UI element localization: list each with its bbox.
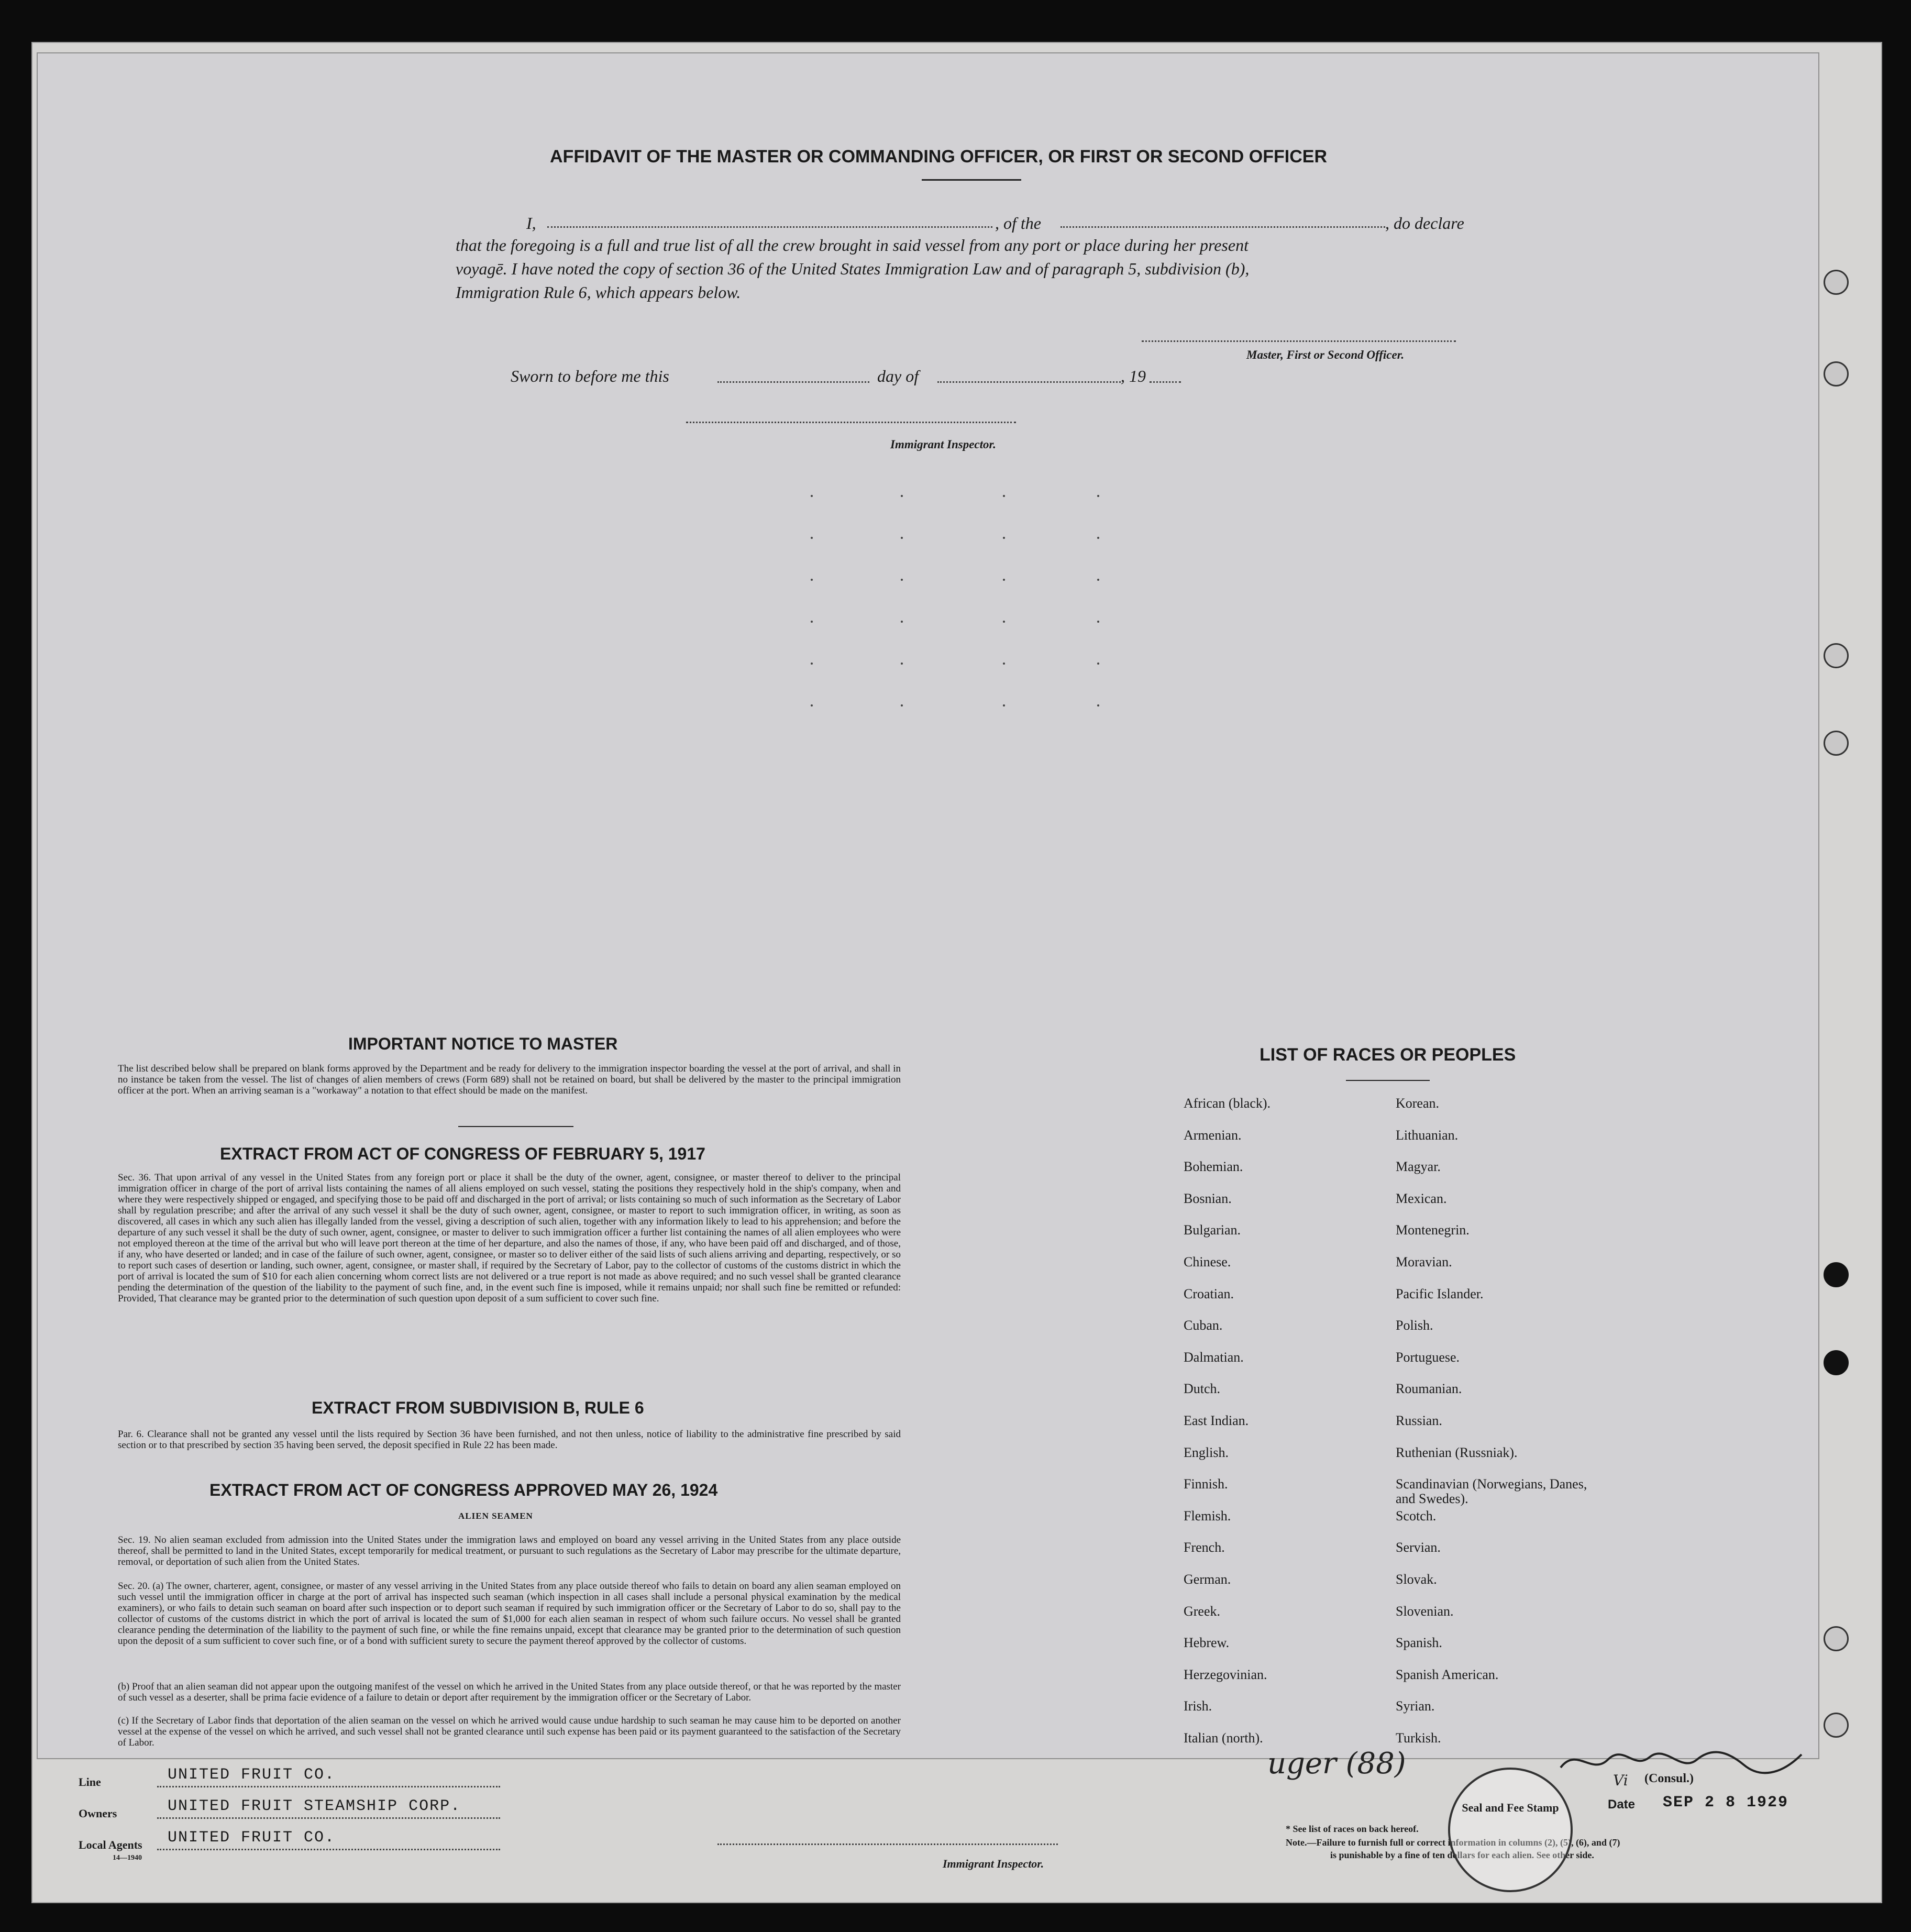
line-label: Line	[79, 1775, 101, 1789]
extract-1917-text: Sec. 36. That upon arrival of any vessel in the United States from any foreign port or place it shall be the duty of the owner, agent, consignee, or master thereof to deliver to the principal immigration officer in charge of the port of arrival lists containing the names of all aliens employed on such vessel, stating the positions they respectively hold in the ship's company, when and where they were respectively shipped or engaged, and specifying those to be paid off and discharged in the port of arrival; or lists containing so much of such information as the Secretary of Labor shall by regulation prescribe; and after the arrival of any such vessel it shall be the duty of such owner, agent, consignee, or master to report to such immigration officer, in writing, as soon as discovered, all cases in which any such alien has illegally landed from the vessel, giving a description of such alien, together with any information likely to lead to his apprehension; and before the departure of any such vessel it shall be the duty of such owner, agent, consignee, or master to deliver to such immigration officer a further list containing the names of all alien employees who were not employed thereon at the time of the arrival but who will leave port thereon at the time of her departure, and also the names of those, if any, who have been paid off and discharged, and of those, if any, who have deserted or landed; and in case of the failure of such owner, agent, consignee, or master so to deliver either of the said lists of such aliens arriving and departing, respectively, or so to report such cases of desertion or landing, such owner, agent, consignee, or master shall, if required by the Secretary of Labor, pay to the collector of customs of the customs district in which the port of arrival is located the sum of $10 for each alien concerning whom correct lists are not delivered or a true report is not made as above required; and no such vessel shall be granted clearance pending the determination of the question of the liability to the payment of such fine, and, in the event such fine is imposed, while it remains unpaid; nor shall such fine be remitted or refunded: Provided, That clearance may be granted prior to the determination of such question upon deposit of a sum sufficient to cover such fine.	[118, 1172, 901, 1304]
race-item: Armenian.	[1184, 1127, 1242, 1143]
consul-label: (Consul.)	[1644, 1772, 1694, 1785]
column-dot	[811, 663, 813, 665]
race-item: Herzegovinian.	[1184, 1666, 1267, 1682]
line-blank	[157, 1786, 500, 1787]
column-dot	[811, 579, 813, 581]
notice-title: IMPORTANT NOTICE TO MASTER	[348, 1034, 618, 1053]
race-item: Spanish.	[1396, 1635, 1442, 1651]
column-dot	[1003, 704, 1005, 706]
signature-label: Master, First or Second Officer.	[1246, 348, 1405, 361]
alien-seamen-subtitle: ALIEN SEAMEN	[458, 1511, 533, 1521]
owners-label: Owners	[79, 1807, 117, 1820]
consulate-stamp	[1448, 1768, 1573, 1892]
extract-rule6-title: EXTRACT FROM SUBDIVISION B, RULE 6	[312, 1398, 644, 1417]
column-dot	[901, 663, 903, 665]
column-dot	[1097, 621, 1099, 623]
race-item: French.	[1184, 1540, 1225, 1555]
binder-hole	[1824, 1626, 1849, 1651]
agents-value: UNITED FRUIT CO.	[168, 1829, 336, 1847]
race-item: Korean.	[1396, 1096, 1440, 1111]
sworn-year-blank[interactable]	[1150, 381, 1181, 383]
race-item: Moravian.	[1396, 1254, 1452, 1269]
binder-hole	[1824, 1350, 1849, 1375]
affidavit-do-declare: , do declare	[1385, 214, 1464, 233]
footer-note-1: * See list of races on back hereof.	[1286, 1824, 1419, 1834]
extract-1917-title: EXTRACT FROM ACT OF CONGRESS OF FEBRUARY 5, 1917	[220, 1144, 705, 1163]
race-item: Mexican.	[1396, 1190, 1447, 1206]
affidavit-body-line3: Immigration Rule 6, which appears below.	[456, 283, 741, 302]
race-item: Slovenian.	[1396, 1603, 1454, 1619]
affidavit-i: I,	[526, 214, 536, 233]
race-item: Finnish.	[1184, 1476, 1228, 1492]
stamp-center-text: Seal and Fee Stamp	[1462, 1801, 1559, 1814]
column-dot	[1003, 537, 1005, 539]
column-dot	[901, 495, 903, 497]
race-item: Pacific Islander.	[1396, 1286, 1484, 1301]
name-blank[interactable]	[547, 226, 992, 228]
race-item: Italian (north).	[1184, 1730, 1263, 1746]
race-item: Syrian.	[1396, 1698, 1435, 1714]
race-item: Dalmatian.	[1184, 1349, 1244, 1365]
races-title: LIST OF RACES OR PEOPLES	[1260, 1045, 1516, 1065]
race-item: Bosnian.	[1184, 1190, 1232, 1206]
inspector-label: Immigrant Inspector.	[890, 438, 996, 451]
footer-inspector-blank	[717, 1843, 1058, 1845]
race-item: Turkish.	[1396, 1730, 1441, 1746]
binder-hole	[1824, 643, 1849, 668]
race-item: Portuguese.	[1396, 1349, 1460, 1365]
race-item: Montenegrin.	[1396, 1222, 1470, 1238]
race-item: Scandinavian (Norwegians, Danes, and Swedes).	[1396, 1476, 1587, 1507]
section-rule	[458, 1126, 573, 1127]
race-item: Magyar.	[1396, 1159, 1441, 1175]
binder-hole	[1824, 361, 1849, 387]
owners-blank	[157, 1817, 500, 1819]
race-item: Servian.	[1396, 1540, 1441, 1555]
column-dot	[901, 579, 903, 581]
sworn-text: Sworn to before me this	[511, 367, 669, 385]
sec20b-text: (b) Proof that an alien seaman did not appear upon the outgoing manifest of the vessel on which he arrived in the United States from any place outside thereof, or that he was reported by the master of such vessel as a deserter, shall be prima facie evidence of a failure to detain or deport after requirement by the immigration officer or the Secretary of Labor.	[118, 1681, 901, 1703]
binder-hole	[1824, 1713, 1849, 1738]
column-dot	[1097, 579, 1099, 581]
races-right-column	[1396, 1096, 1605, 1762]
column-dot	[901, 704, 903, 706]
race-item: Polish.	[1396, 1318, 1433, 1333]
affidavit-body-line2: voyagē. I have noted the copy of section 36 of the United States Immigration Law and of paragraph 5, subdivision (b),	[456, 259, 1250, 278]
inspector-signature-blank[interactable]	[686, 422, 1016, 423]
footer-note-3: is punishable by a fine of ten dollars for each alien. See other side.	[1330, 1850, 1594, 1860]
column-dot	[901, 621, 903, 623]
year-text: , 19	[1121, 367, 1146, 385]
race-item: Bulgarian.	[1184, 1222, 1241, 1238]
form-number: 14—1940	[113, 1854, 142, 1862]
race-item: Ruthenian (Russniak).	[1396, 1444, 1518, 1460]
race-item: Hebrew.	[1184, 1635, 1230, 1651]
races-rule	[1346, 1080, 1430, 1081]
consul-prefix: Vi	[1613, 1772, 1628, 1789]
column-dot	[1003, 495, 1005, 497]
race-item: Chinese.	[1184, 1254, 1231, 1269]
race-item: Spanish American.	[1396, 1666, 1499, 1682]
race-item: African (black).	[1184, 1096, 1271, 1111]
day-of-text: day of	[877, 367, 919, 385]
column-dot	[901, 537, 903, 539]
sworn-day-blank[interactable]	[717, 381, 869, 383]
affidavit-title: AFFIDAVIT OF THE MASTER OR COMMANDING OFFICER, OR FIRST OR SECOND OFFICER	[550, 147, 1327, 167]
race-item: Croatian.	[1184, 1286, 1234, 1301]
race-item: German.	[1184, 1571, 1231, 1587]
race-item: English.	[1184, 1444, 1229, 1460]
sec20c-text: (c) If the Secretary of Labor finds that deportation of the alien seaman on the vessel on which he arrived would cause undue hardship to such seaman he may cause him to be deported on another vessel at the expense of the vessel on which he arrived, and such vessel shall not be granted clearance until such expense has been paid or its payment guaranteed to the satisfaction of the Secretary of Labor.	[118, 1715, 901, 1748]
column-dot	[1097, 495, 1099, 497]
column-dot	[811, 537, 813, 539]
notice-text: The list described below shall be prepared on blank forms approved by the Department and be ready for delivery to the immigration inspector boarding the vessel at the port of arrival, and shall in no instance be taken from the vessel. The list of changes of alien members of crews (Form 689) shall not be retained on board, but shall be delivered by the master to the principal immigration officer at the port. When an arriving seaman is a "workaway" a notation to that effect should be made on the manifest.	[118, 1063, 901, 1096]
column-dot	[1003, 621, 1005, 623]
extract-1924-title: EXTRACT FROM ACT OF CONGRESS APPROVED MAY 26, 1924	[209, 1481, 718, 1499]
race-item: East Indian.	[1184, 1412, 1249, 1428]
affidavit-of-the: , of the	[995, 214, 1041, 233]
extract-rule6-text: Par. 6. Clearance shall not be granted any vessel until the lists required by Section 36 have been furnished, and not then unless, notice of liability to the administrative fine prescribed by said section or to that prescribed by section 35 having been served, the deposit specified in Rule 22 has been made.	[118, 1429, 901, 1451]
race-item: Greek.	[1184, 1603, 1221, 1619]
owners-value: UNITED FRUIT STEAMSHIP CORP.	[168, 1797, 461, 1815]
column-dot	[1097, 663, 1099, 665]
race-item: Slovak.	[1396, 1571, 1437, 1587]
race-item: Russian.	[1396, 1412, 1442, 1428]
signature-blank[interactable]	[1142, 340, 1456, 342]
binder-hole	[1824, 270, 1849, 295]
column-dot	[811, 495, 813, 497]
race-item: Irish.	[1184, 1698, 1212, 1714]
column-dot	[811, 704, 813, 706]
sec20a-text: Sec. 20. (a) The owner, charterer, agent, consignee, or master of any vessel arriving in the United States from any place outside thereof who fails to detain on board any alien seaman employed on such vessel until the immigration officer in charge at the port of arrival has inspected such seaman (which inspection in all cases shall include a personal physical examination by the medical examiners), or who fails to detain such seaman on board after such inspection or to deport such seaman if required by such immigration officer or the Secretary of Labor to do so, shall pay to the collector of customs of the customs district in which the port of arrival is located the sum of $1,000 for each alien seaman in respect of whom such failure occurs. No vessel shall be granted clearance pending the determination of the liability to the payment of such fine, or while the fine remains unpaid, except that clearance may be granted prior to the determination of such question upon the deposit of a sum sufficient to cover such fine, or of a bond with sufficient surety to secure the payment thereof approved by the collector of customs.	[118, 1581, 901, 1647]
date-label: Date	[1608, 1797, 1636, 1812]
sworn-month-blank[interactable]	[937, 381, 1121, 383]
column-dot	[1003, 663, 1005, 665]
race-item: Roumanian.	[1396, 1381, 1462, 1397]
race-item: Lithuanian.	[1396, 1127, 1459, 1143]
column-dot	[811, 621, 813, 623]
agents-label: Local Agents	[79, 1838, 142, 1851]
title-rule	[922, 179, 1021, 181]
handwritten-notation: uger (88)	[1267, 1747, 1406, 1781]
races-left-column	[1184, 1096, 1356, 1762]
binder-hole	[1824, 1262, 1849, 1287]
race-item: Bohemian.	[1184, 1159, 1243, 1175]
line-value: UNITED FRUIT CO.	[168, 1766, 336, 1784]
sec19-text: Sec. 19. No alien seaman excluded from admission into the United States under the immigration laws and employed on board any vessel arriving in the United States from any place outside thereof, shall be permitted to land in the United States, except temporarily for medical treatment, or pursuant to such regulations as the Secretary of Labor may prescribe for the ultimate departure, removal, or deportation of such alien from the United States.	[118, 1534, 901, 1567]
footer-inspector-label: Immigrant Inspector.	[943, 1857, 1044, 1870]
date-value: SEP 2 8 1929	[1663, 1794, 1789, 1812]
column-dot	[1097, 704, 1099, 706]
vessel-blank[interactable]	[1061, 226, 1385, 228]
race-item: Scotch.	[1396, 1508, 1437, 1523]
binder-hole	[1824, 731, 1849, 756]
affidavit-body-line1: that the foregoing is a full and true list of all the crew brought in said vessel from any port or place during her present	[456, 236, 1249, 255]
race-item: Cuban.	[1184, 1318, 1223, 1333]
race-item: Dutch.	[1184, 1381, 1221, 1397]
column-dot	[1003, 579, 1005, 581]
race-item: Flemish.	[1184, 1508, 1231, 1523]
footer-note-2: Note.—Failure to furnish full or correct information in columns (2), (5), (6), and (7)	[1286, 1837, 1620, 1848]
agents-blank	[157, 1849, 500, 1850]
column-dot	[1097, 537, 1099, 539]
